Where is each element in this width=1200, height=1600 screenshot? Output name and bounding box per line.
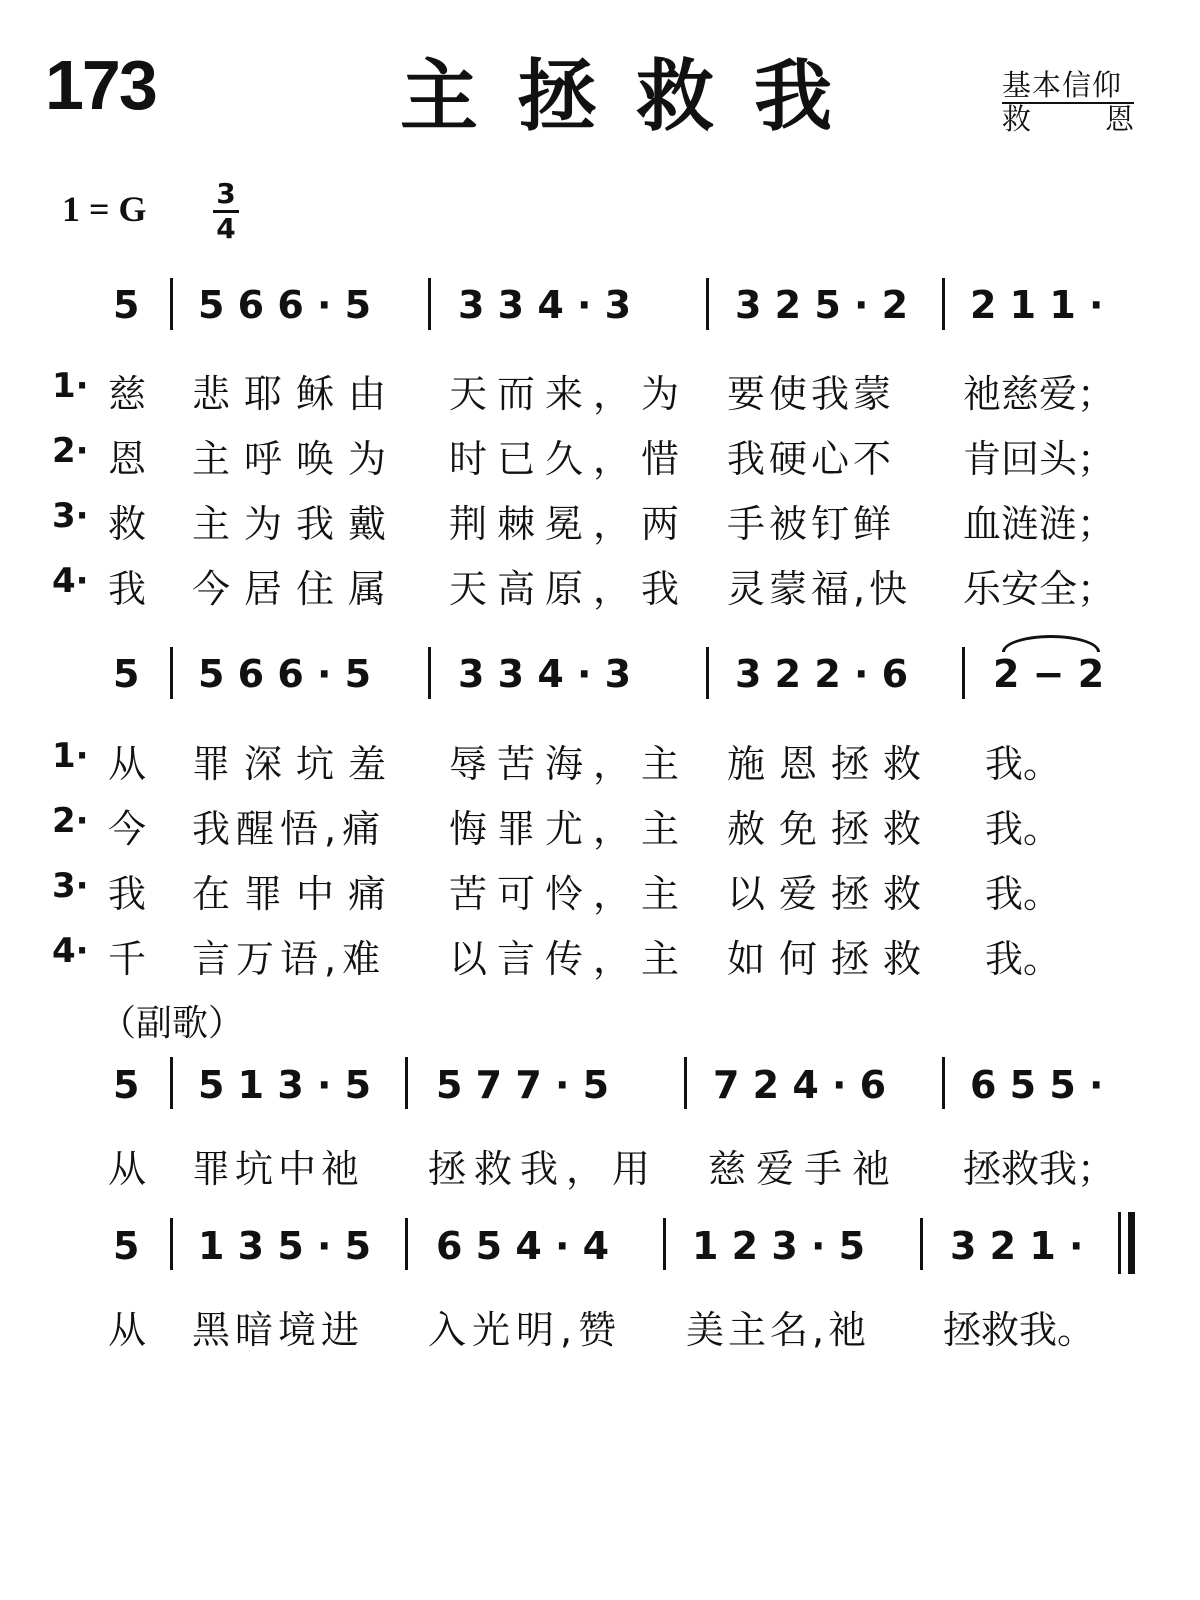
final-barline-thin — [1118, 1212, 1121, 1274]
lyric-segment: 今 — [108, 807, 147, 851]
lyric-segment: 恩 — [108, 437, 147, 481]
verse-number: 4· — [52, 931, 89, 971]
lyric-segment: 慈爱手祂 — [708, 1147, 901, 1191]
lyric-segment: 辱苦海，主 — [449, 742, 690, 786]
s2-note-pickup: 5 — [113, 652, 140, 696]
lyric-segment: 以爱拯救 — [727, 872, 936, 916]
lyric-segment: 从 — [108, 742, 147, 786]
lyric-segment: 主呼唤为 — [192, 437, 401, 481]
lyric-segment: 要使我蒙 — [727, 372, 896, 416]
lyric-segment: 我醒悟,痛 — [192, 807, 387, 851]
lyric-segment: 拯救我，用 — [428, 1147, 659, 1191]
barline — [942, 278, 945, 330]
s1-note-m4: 2 1 1 · — [970, 283, 1104, 327]
lyric-segment: 时已久，惜 — [449, 437, 690, 481]
s1-note-m1: 5 6 6 · 5 — [198, 283, 372, 327]
s2-note-m2: 3 3 4 · 3 — [458, 652, 632, 696]
lyric-segment: 悲耶稣由 — [192, 372, 401, 416]
hymn-title: 主拯救我 — [400, 52, 873, 142]
barline — [684, 1057, 687, 1109]
s2-note-m4: 2 − 2 — [993, 652, 1105, 696]
time-signature-bottom: 4 — [216, 212, 236, 245]
barline — [428, 647, 431, 699]
category-sub-left: 救 — [1002, 101, 1032, 136]
lyric-segment: 以言传，主 — [449, 937, 690, 981]
s1-note-pickup: 5 — [113, 283, 140, 327]
barline — [405, 1218, 408, 1270]
lyric-segment: 主为我戴 — [192, 502, 401, 546]
category-main: 基本信仰 — [1002, 70, 1134, 104]
lyric-segment: 血涟涟； — [963, 502, 1116, 546]
lyric-segment: 从 — [108, 1147, 147, 1191]
c1-note-m2: 5 7 7 · 5 — [436, 1063, 610, 1107]
time-signature — [213, 177, 239, 245]
c2-note-m2: 6 5 4 · 4 — [436, 1224, 610, 1268]
lyric-segment: 灵蒙福,快 — [727, 567, 912, 611]
s2-note-m1: 5 6 6 · 5 — [198, 652, 372, 696]
lyric-segment: 如何拯救 — [727, 937, 936, 981]
barline — [170, 1057, 173, 1109]
lyric-segment: 苦可怜，主 — [449, 872, 690, 916]
lyric-segment: 美主名,祂 — [686, 1308, 871, 1352]
lyric-segment: 我。 — [985, 872, 1062, 916]
final-barline-thick — [1128, 1212, 1135, 1274]
lyric-segment: 赦免拯救 — [727, 807, 936, 851]
category-box — [1002, 70, 1134, 136]
barline — [962, 647, 965, 699]
lyric-segment: 拯救我； — [963, 1147, 1116, 1191]
lyric-segment: 从 — [108, 1308, 147, 1352]
verse-number: 3· — [52, 496, 89, 536]
s2-note-m3: 3 2 2 · 6 — [735, 652, 909, 696]
lyric-segment: 肯回头； — [963, 437, 1116, 481]
lyric-segment: 祂慈爱； — [963, 372, 1116, 416]
barline — [428, 278, 431, 330]
lyric-segment: 乐安全； — [963, 567, 1116, 611]
c2-note-m4: 3 2 1 · — [950, 1224, 1084, 1268]
lyric-segment: 我硬心不 — [727, 437, 896, 481]
barline — [663, 1218, 666, 1270]
verse-number: 1· — [52, 736, 89, 776]
lyric-segment: 救 — [108, 502, 147, 546]
barline — [170, 647, 173, 699]
lyric-segment: 荆棘冕，两 — [449, 502, 690, 546]
verse-number: 1· — [52, 366, 89, 406]
lyric-segment: 我 — [108, 567, 147, 611]
barline — [405, 1057, 408, 1109]
lyric-segment: 我 — [108, 872, 147, 916]
barline — [706, 278, 709, 330]
tie-arc — [1002, 635, 1100, 652]
lyric-segment: 施恩拯救 — [727, 742, 936, 786]
chorus-label: （副歌） — [100, 1003, 245, 1044]
lyric-segment: 天高原，我 — [449, 567, 690, 611]
lyric-segment: 天而来，为 — [449, 372, 690, 416]
lyric-segment: 在罪中痛 — [192, 872, 401, 916]
lyric-segment: 罪坑中祂 — [192, 1147, 365, 1191]
barline — [170, 278, 173, 330]
category-sub-right: 恩 — [1104, 101, 1134, 136]
key-signature: 1 = G — [62, 189, 147, 229]
verse-number: 3· — [52, 866, 89, 906]
lyric-segment: 千 — [108, 937, 147, 981]
lyric-segment: 我。 — [985, 742, 1062, 786]
barline — [920, 1218, 923, 1270]
s1-note-m3: 3 2 5 · 2 — [735, 283, 909, 327]
lyric-segment: 言万语,难 — [192, 937, 387, 981]
barline — [706, 647, 709, 699]
barline — [942, 1057, 945, 1109]
c1-note-pickup: 5 — [113, 1063, 140, 1107]
lyric-segment: 罪深坑羞 — [192, 742, 401, 786]
lyric-segment: 拯救我。 — [943, 1308, 1096, 1352]
lyric-segment: 入光明,赞 — [428, 1308, 623, 1352]
c2-note-m3: 1 2 3 · 5 — [692, 1224, 866, 1268]
c1-note-m3: 7 2 4 · 6 — [713, 1063, 887, 1107]
c1-note-m4: 6 5 5 · — [970, 1063, 1104, 1107]
lyric-segment: 我。 — [985, 807, 1062, 851]
verse-number: 2· — [52, 801, 89, 841]
lyric-segment: 黑暗境进 — [192, 1308, 365, 1352]
verse-number: 2· — [52, 431, 89, 471]
s1-note-m2: 3 3 4 · 3 — [458, 283, 632, 327]
c1-note-m1: 5 1 3 · 5 — [198, 1063, 372, 1107]
lyric-segment: 慈 — [108, 372, 147, 416]
hymn-number: 173 — [45, 46, 156, 124]
category-sub — [1002, 101, 1134, 136]
c2-note-pickup: 5 — [113, 1224, 140, 1268]
lyric-segment: 悔罪尤，主 — [449, 807, 690, 851]
c2-note-m1: 1 3 5 · 5 — [198, 1224, 372, 1268]
verse-number: 4· — [52, 561, 89, 601]
barline — [170, 1218, 173, 1270]
time-signature-top: 3 — [213, 180, 239, 213]
lyric-segment: 今居住属 — [192, 567, 401, 611]
lyric-segment: 手被钉鲜 — [727, 502, 896, 546]
lyric-segment: 我。 — [985, 937, 1062, 981]
